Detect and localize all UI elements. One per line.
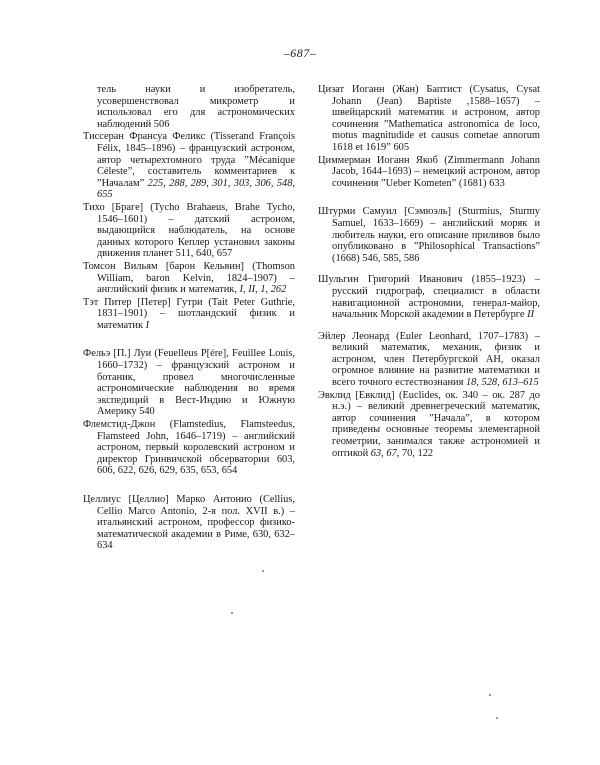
index-entry: Целлиус [Целлио] Марко Антонио (Cellius, Cellio Marco Antonio, 2-я пол. XVII в.) – итальянский астроном, профессор физико-математической академии в Риме, 630, 632–634 [83,494,295,552]
index-entry: Фельэ [П.] Луи (Feuelleus P[ére], Feuillee Louis, 1660–1732) – французский астроном и ботаник, провел многочисленные астрономические наблюдения во время экспедиций в Вест-Индию и Южную Америку 540 [83,348,295,418]
index-entry: Циммерман Иоганн Якоб (Zimmermann Johann Jacob, 1644–1693) – немецкий астроном, автор сочинения ”Ueber Kometen” (1681) 633 [318,154,540,189]
scan-speck [262,570,264,572]
index-entry: Шульгин Григорий Иванович (1855–1923) – русский гидрограф, специалист в области навигационной астрономии, генерал-майор, начальник Морской академии в Петербурге II [318,274,540,321]
scan-speck [496,717,498,719]
index-entry: Тиссеран Франсуа Феликс (Tisserand François Félix, 1845–1896) – французский астроном, автор четырехтомного труда ”Mécanique Céleste”, составитель комментариев к ”Началам” 225, 288, 289, 301, 303, 306, 548, 655 [83,131,296,201]
index-entry: Эвклид [Евклид] (Euclides, ок. 340 – ок. 287 до н.э.) – великий древнегреческий математик, автор сочинения ”Начала”, в котором приведены основные теоремы элементарной геометрии, занимался также астрономией и оптикой 63, 67, 70, 122 [318,389,540,459]
page-number: –687– [283,46,317,60]
scan-speck [231,612,233,614]
scan-speck [489,694,491,696]
index-column-left [83,84,295,553]
index-entry: Эйлер Леонард (Euler Leonhard, 1707–1783) – великий математик, механик, физик и астроном, член Петербургской АН, оказал огромное влияние на развитие математики и всего точного естествознания 18, 528, 613–615 [318,330,540,389]
index-entry: Цизат Иоганн (Жан) Баптист (Cysatus, Cysat Johann (Jean) Baptiste ,1588–1657) – швейцарский математик и астроном, автор сочинения ”Mathematica astronomica de loco, motus magnitudide et causus cometae annorum 1618 et 1619” 605 [318,84,540,153]
index-entry: тель науки и изобретатель, усовершенствовал микрометр и использовал его для астрономических наблюдений 506 [97,84,295,130]
index-entry: Штурми Самуил [Сэмюэль] (Sturmius, Sturmy Samuel, 1633–1669) – английский моряк и любитель науки, его описание приливов было опубликовано в ”Philosophical Transactions” (1668) 546, 585, 586 [318,206,540,264]
index-entry: Тихо [Браге] (Tycho Brahaeus, Brahe Tycho, 1546–1601) – датский астроном, выдающийся наблюдатель, на основе данных которого Кеплер установил законы движения планет 511, 640, 657 [83,201,295,260]
index-entry: Тэт Питер [Петер] Гутри (Tait Peter Guthrie, 1831–1901) – шотландский физик и математик I [83,296,295,331]
index-entry: Томсон Вильям [барон Кельвин] (Thomson William, baron Kelvin, 1824–1907) – английский физик и математик, I, II, 1, 262 [83,260,295,296]
index-entry: Флемстид-Джон (Flamstedius, Flamsteedus, Flamsteed John, 1646–1719) – английский астроном, первый королевский астроном и директор Гринвичской обсерватории 603, 606, 622, 626, 629, 635, 653, 654 [83,419,295,477]
index-column-right [318,84,540,460]
